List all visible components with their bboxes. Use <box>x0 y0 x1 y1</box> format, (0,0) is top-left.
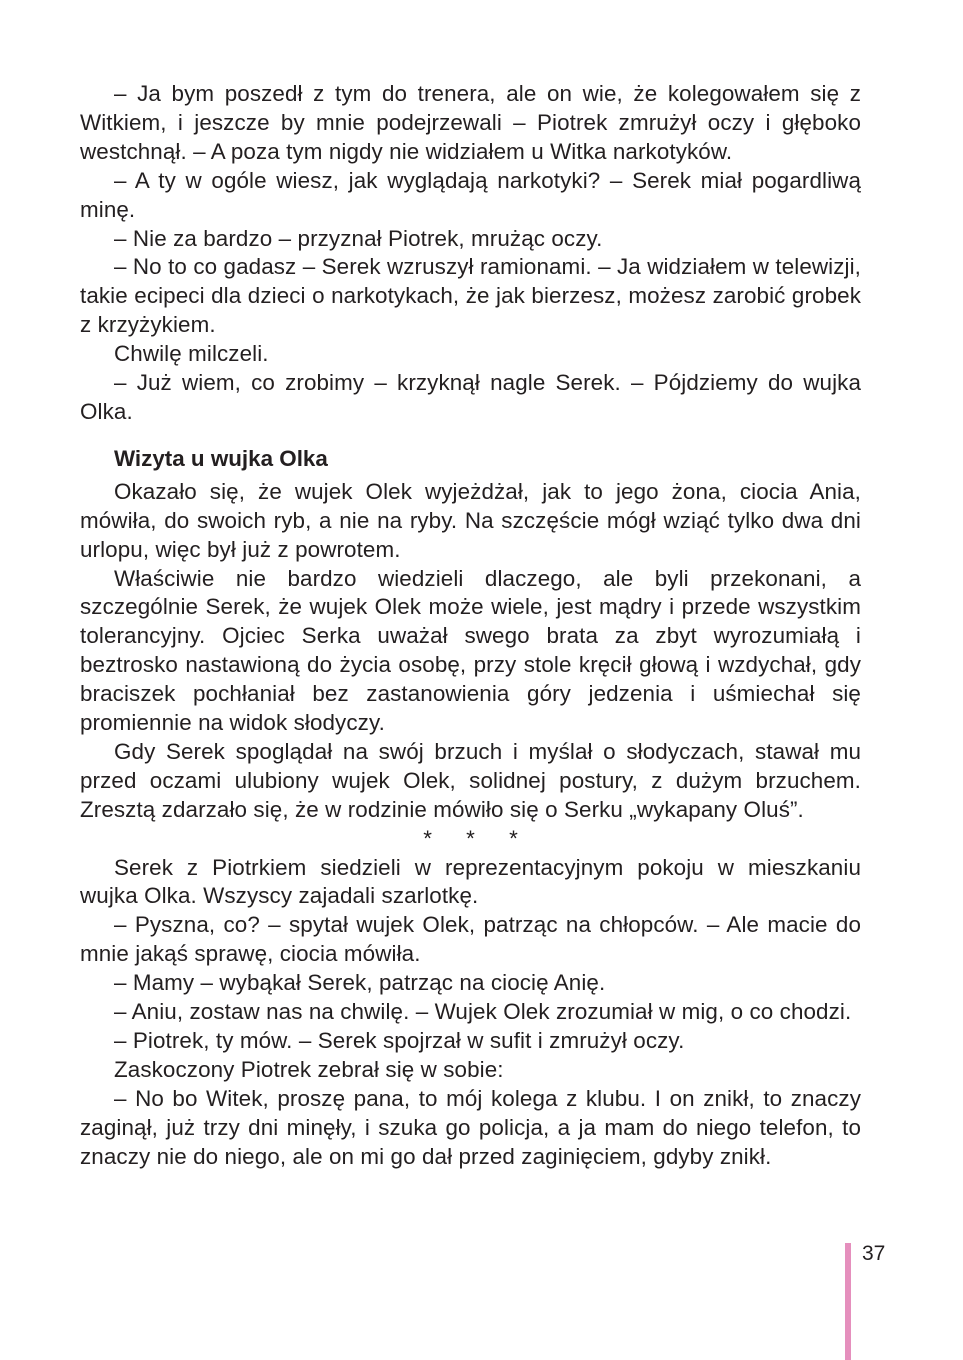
paragraph: – A ty w ogóle wiesz, jak wyglądają narkotyki? – Serek miał pogardliwą minę. <box>80 167 861 222</box>
paragraph: Właściwie nie bardzo wiedzieli dlaczego, ale byli przekonani, a szczególnie Serek, że wujek Olek może wiele, jest mądry i przede wszystkim tolerancyjny. Ojciec Serka uważał swego brata za zbyt wyrozumiałą i beztrosko nastawioną do życia osobę, przy stole kręcił głową i wzdychał, gdy braciszek pochłaniał bez zastanowienia góry jedzenia i uśmiechał się promiennie na widok słodyczy. <box>80 565 861 736</box>
paragraph: – No bo Witek, proszę pana, to mój kolega z klubu. I on znikł, to znaczy zaginął, już trzy dni minęły, i szuka go policja, a ja mam do niego telefon, to znaczy nie do niego, ale on mi go dał przed zaginięciem, gdyby znikł. <box>80 1085 861 1169</box>
paragraph: Okazało się, że wujek Olek wyjeżdżał, jak to jego żona, ciocia Ania, mówiła, do swoich ryb, a nie na ryby. Na szczęście mógł wziąć tylko dwa dni urlopu, więc był już z powrotem. <box>80 478 861 562</box>
paragraph: – Ja bym poszedł z tym do trenera, ale on wie, że kolegowałem się z Witkiem, i jeszcze by mnie podejrzewali – Piotrek zmrużył oczy i głęboko westchnął. – A poza tym nigdy nie widziałem u Witka narkotyków. <box>80 81 861 164</box>
paragraph: Serek z Piotrkiem siedzieli w reprezentacyjnym pokoju w mieszkaniu wujka Olka. Wszyscy zajadali szarlotkę. <box>80 854 861 909</box>
paragraph: – Aniu, zostaw nas na chwilę. – Wujek Olek zrozumiał w mig, o co chodzi. <box>114 999 852 1025</box>
paragraph: – No to co gadasz – Serek wzruszył ramionami. – Ja widziałem w telewizji, takie ecipeci dla dzieci o narkotykach, że jak bierzesz, możesz zarobić grobek z krzyżykiem. <box>80 254 861 338</box>
paragraph: – Już wiem, co zrobimy – krzyknął nagle Serek. – Pójdziemy do wujka Olka. <box>80 370 861 424</box>
paragraph: – Nie za bardzo – przyznał Piotrek, mrużąc oczy. <box>114 225 603 251</box>
section-separator: * * * <box>423 825 532 851</box>
paragraph: – Piotrek, ty mów. – Serek spojrzał w sufit i zmrużył oczy. <box>114 1028 685 1053</box>
paragraph: Gdy Serek spoglądał na swój brzuch i myślał o słodyczach, stawał mu przed oczami ulubiony wujek Olek, solidnej postury, z dużym brzuchem. Zresztą zdarzało się, że w rodzinie mówiło się o Serku „wykapany Oluś”. <box>80 738 861 822</box>
paragraph: – Mamy – wybąkał Serek, patrząc na ciocię Anię. <box>114 970 606 996</box>
page-body <box>80 80 861 1172</box>
paragraph: – Pyszna, co? – spytał wujek Olek, patrząc na chłopców. – Ale macie do mnie jakąś sprawę, ciocia mówiła. <box>80 912 861 967</box>
section-heading: Wizyta u wujka Olka <box>114 445 328 471</box>
paragraph: Zaskoczony Piotrek zebrał się w sobie: <box>114 1056 504 1082</box>
page-margin-bar <box>845 1243 851 1360</box>
page-number: 37 <box>862 1242 886 1265</box>
paragraph: Chwilę milczeli. <box>114 341 269 367</box>
